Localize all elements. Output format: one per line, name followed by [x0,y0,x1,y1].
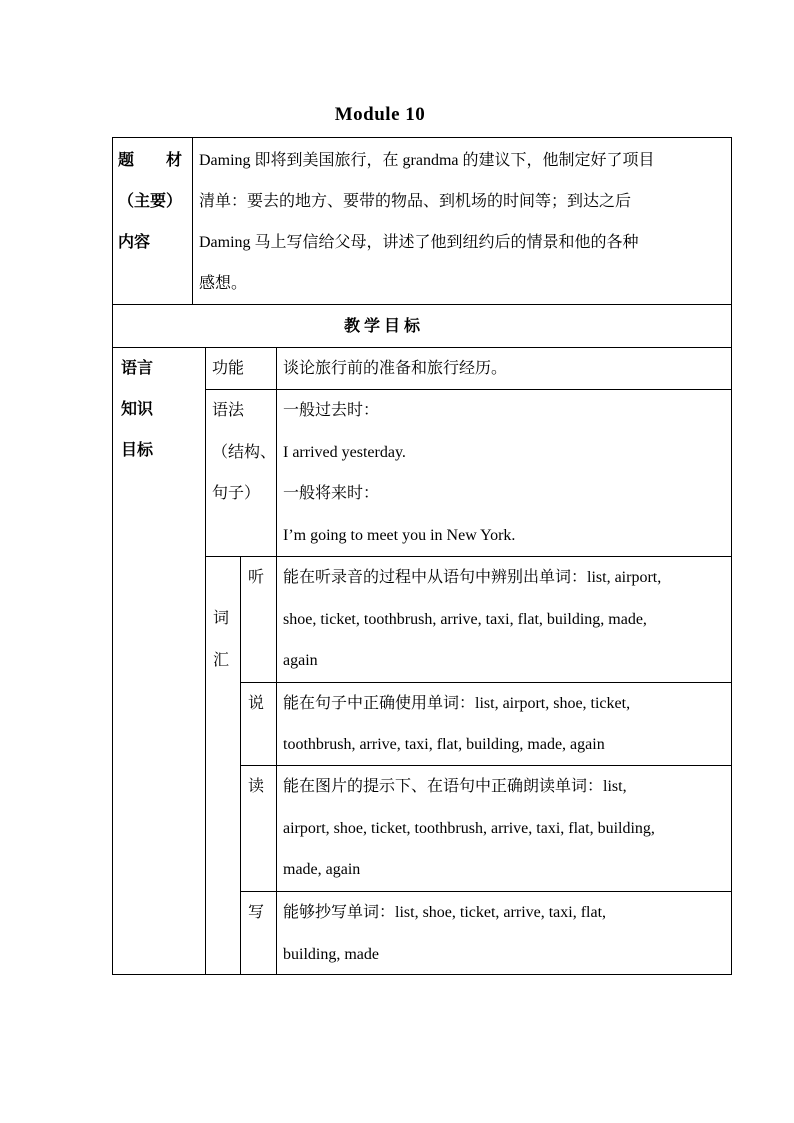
grammar-label: 语法 [212,402,245,419]
speaking-text: toothbrush, arrive, taxi, flat, building, made, again [283,736,605,753]
topic-label: 题 材 [118,152,183,169]
document-title: Module 10 [334,104,426,125]
topic-content-line: Daming 即将到美国旅行，在 grandma 的建议下，他制定好了项目 [199,152,655,169]
grammar-label: 句子） [212,485,261,502]
listening-label: 听 [248,569,265,586]
listening-text: again [283,652,318,669]
column-divider [276,347,277,556]
grammar-example: I arrived yesterday. [283,444,406,461]
column-divider [276,556,277,975]
grammar-line: 一般将来时： [283,485,380,502]
speaking-label: 说 [248,695,265,712]
topic-content-line: Daming 马上写信给父母，讲述了他到纽约后的情景和他的各种 [199,234,639,251]
vocabulary-label: 词 [213,610,230,627]
writing-label: 写 [248,904,265,921]
topic-content-line: 感想。 [199,275,248,292]
function-text: 谈论旅行前的准备和旅行经历。 [283,360,508,377]
reading-text: made, again [283,861,361,878]
function-label: 功能 [212,360,245,377]
writing-text: building, made [283,946,379,963]
language-goal-label: 目标 [121,442,154,459]
topic-label: 内容 [118,234,151,251]
topic-content-line: 清单：要去的地方、要带的物品、到机场的时间等；到达之后 [199,193,632,210]
column-divider [240,556,241,975]
reading-text: airport, shoe, ticket, toothbrush, arrive, taxi, flat, building, [283,820,655,837]
topic-label: （主要） [118,193,183,210]
listening-text: 能在听录音的过程中从语句中辨别出单词：list, airport, [283,569,662,586]
vocabulary-label: 汇 [213,652,230,669]
speaking-text: 能在句子中正确使用单词：list, airport, shoe, ticket, [283,695,631,712]
listening-text: shoe, ticket, toothbrush, arrive, taxi, flat, building, made, [283,611,647,628]
writing-text: 能够抄写单词：list, shoe, ticket, arrive, taxi, flat, [283,904,607,921]
row-divider [112,304,732,305]
reading-text: 能在图片的提示下、在语句中正确朗读单词：list, [283,778,627,795]
column-divider [192,137,193,304]
reading-label: 读 [248,778,265,795]
grammar-label: （结构、 [212,444,277,461]
language-goal-label: 语言 [121,360,154,377]
objectives-header: 教 学 目 标 [343,318,420,335]
grammar-example: I’m going to meet you in New York. [283,527,516,544]
grammar-line: 一般过去时： [283,402,380,419]
language-goal-label: 知识 [121,401,154,418]
column-divider [205,347,206,975]
